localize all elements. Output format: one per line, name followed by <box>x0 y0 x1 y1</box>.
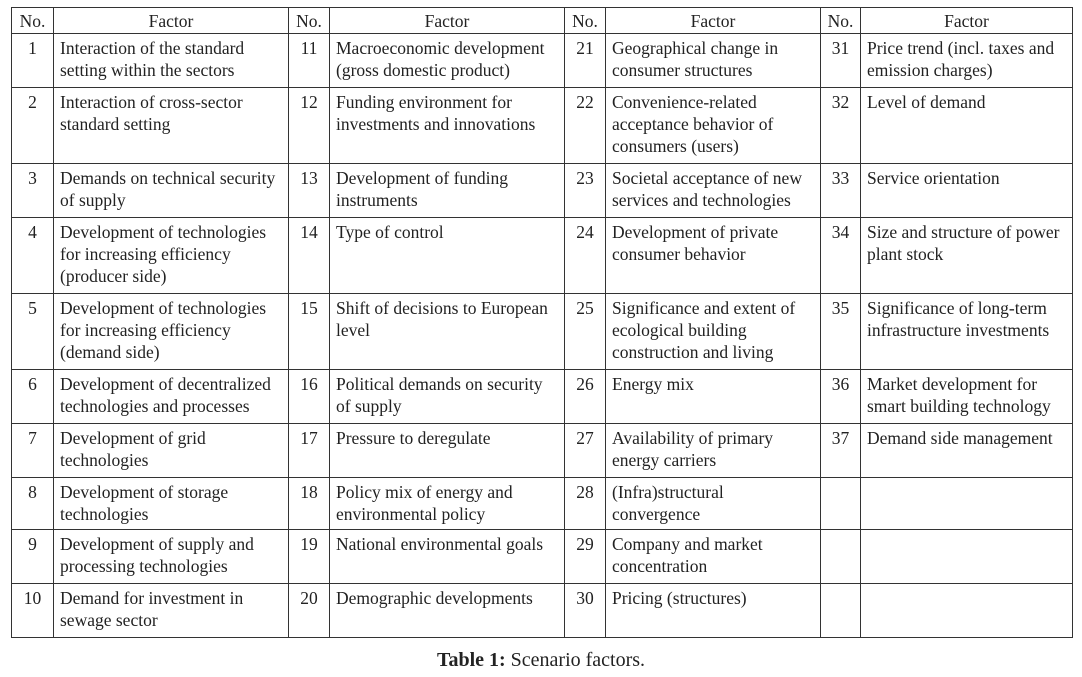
factor-name: Development of supply and processing technologies <box>54 530 289 584</box>
factor-number: 2 <box>12 88 54 164</box>
factor-name: Development of storage technologies <box>54 478 289 530</box>
column-header-no: No. <box>821 8 861 34</box>
factor-number: 20 <box>289 584 330 638</box>
table-row <box>12 294 1073 370</box>
factor-name: Service orientation <box>861 164 1073 218</box>
factor-name: Type of control <box>330 218 565 294</box>
empty-cell <box>861 584 1073 638</box>
factor-name: Funding environment for investments and innovations <box>330 88 565 164</box>
factor-name: Company and market concentration <box>606 530 821 584</box>
factor-number: 21 <box>565 34 606 88</box>
factor-number: 8 <box>12 478 54 530</box>
factor-number: 23 <box>565 164 606 218</box>
factor-number: 28 <box>565 478 606 530</box>
factor-name: National environmental goals <box>330 530 565 584</box>
column-header-no: No. <box>289 8 330 34</box>
factor-name: Availability of primary energy carriers <box>606 424 821 478</box>
factor-name: Market development for smart building technology <box>861 370 1073 424</box>
factor-name: Demographic developments <box>330 584 565 638</box>
factor-name: Geographical change in consumer structures <box>606 34 821 88</box>
factor-name: Policy mix of energy and environmental policy <box>330 478 565 530</box>
table-row <box>12 34 1073 88</box>
table-row <box>12 478 1073 530</box>
factor-number: 11 <box>289 34 330 88</box>
factor-number: 30 <box>565 584 606 638</box>
factor-number: 7 <box>12 424 54 478</box>
factor-number: 3 <box>12 164 54 218</box>
factor-name: Development of decentralized technologies and processes <box>54 370 289 424</box>
factor-name: Development of grid technologies <box>54 424 289 478</box>
factor-name: Demand side management <box>861 424 1073 478</box>
factor-name: Macroeconomic development (gross domestic product) <box>330 34 565 88</box>
factor-number: 36 <box>821 370 861 424</box>
column-header-no: No. <box>565 8 606 34</box>
factor-number: 24 <box>565 218 606 294</box>
factor-name: Development of private consumer behavior <box>606 218 821 294</box>
factor-number: 9 <box>12 530 54 584</box>
factor-name: Size and structure of power plant stock <box>861 218 1073 294</box>
factor-name: Development of technologies for increasing efficiency (producer side) <box>54 218 289 294</box>
header-row <box>12 8 1073 34</box>
factor-number: 17 <box>289 424 330 478</box>
factor-number: 22 <box>565 88 606 164</box>
factor-name: Shift of decisions to European level <box>330 294 565 370</box>
table-row <box>12 164 1073 218</box>
factor-name: Price trend (incl. taxes and emission charges) <box>861 34 1073 88</box>
factor-number: 15 <box>289 294 330 370</box>
scenario-factors-table <box>11 7 1073 638</box>
empty-cell <box>861 530 1073 584</box>
factor-number: 14 <box>289 218 330 294</box>
column-header-factor: Factor <box>861 8 1073 34</box>
factor-number: 1 <box>12 34 54 88</box>
factor-number: 10 <box>12 584 54 638</box>
empty-cell <box>821 530 861 584</box>
table-row <box>12 530 1073 584</box>
factor-name: Significance of long-term infrastructure investments <box>861 294 1073 370</box>
factor-name: Pricing (structures) <box>606 584 821 638</box>
caption-label: Table 1: <box>436 649 506 671</box>
table-row <box>12 218 1073 294</box>
column-header-factor: Factor <box>330 8 565 34</box>
factor-number: 34 <box>821 218 861 294</box>
factor-number: 26 <box>565 370 606 424</box>
empty-cell <box>821 478 861 530</box>
factor-number: 18 <box>289 478 330 530</box>
table-row <box>12 424 1073 478</box>
table-row <box>12 584 1073 638</box>
factor-name: Development of technologies for increasing efficiency (demand side) <box>54 294 289 370</box>
factor-name: Convenience-related acceptance behavior of consumers (users) <box>606 88 821 164</box>
table-row <box>12 370 1073 424</box>
column-header-factor: Factor <box>606 8 821 34</box>
factor-number: 32 <box>821 88 861 164</box>
factor-number: 29 <box>565 530 606 584</box>
factor-number: 19 <box>289 530 330 584</box>
table-caption <box>0 648 1082 672</box>
factor-number: 12 <box>289 88 330 164</box>
factor-name: Development of funding instruments <box>330 164 565 218</box>
factor-number: 31 <box>821 34 861 88</box>
factor-number: 16 <box>289 370 330 424</box>
factor-number: 33 <box>821 164 861 218</box>
factor-name: Demand for investment in sewage sector <box>54 584 289 638</box>
factor-name: (Infra)structural convergence <box>606 478 821 530</box>
empty-cell <box>861 478 1073 530</box>
factor-number: 4 <box>12 218 54 294</box>
column-header-no: No. <box>12 8 54 34</box>
factor-number: 13 <box>289 164 330 218</box>
factor-number: 37 <box>821 424 861 478</box>
column-header-factor: Factor <box>54 8 289 34</box>
factor-name: Demands on technical security of supply <box>54 164 289 218</box>
factor-name: Political demands on security of supply <box>330 370 565 424</box>
factor-name: Pressure to deregulate <box>330 424 565 478</box>
factor-number: 6 <box>12 370 54 424</box>
caption-text: Scenario factors. <box>510 649 646 671</box>
factor-number: 5 <box>12 294 54 370</box>
factor-name: Level of demand <box>861 88 1073 164</box>
factor-number: 35 <box>821 294 861 370</box>
factor-name: Societal acceptance of new services and technologies <box>606 164 821 218</box>
empty-cell <box>821 584 861 638</box>
factor-number: 27 <box>565 424 606 478</box>
factor-name: Energy mix <box>606 370 821 424</box>
table-row <box>12 88 1073 164</box>
factor-name: Significance and extent of ecological building construction and living <box>606 294 821 370</box>
factor-name: Interaction of cross-sector standard setting <box>54 88 289 164</box>
factor-name: Interaction of the standard setting within the sectors <box>54 34 289 88</box>
factor-number: 25 <box>565 294 606 370</box>
